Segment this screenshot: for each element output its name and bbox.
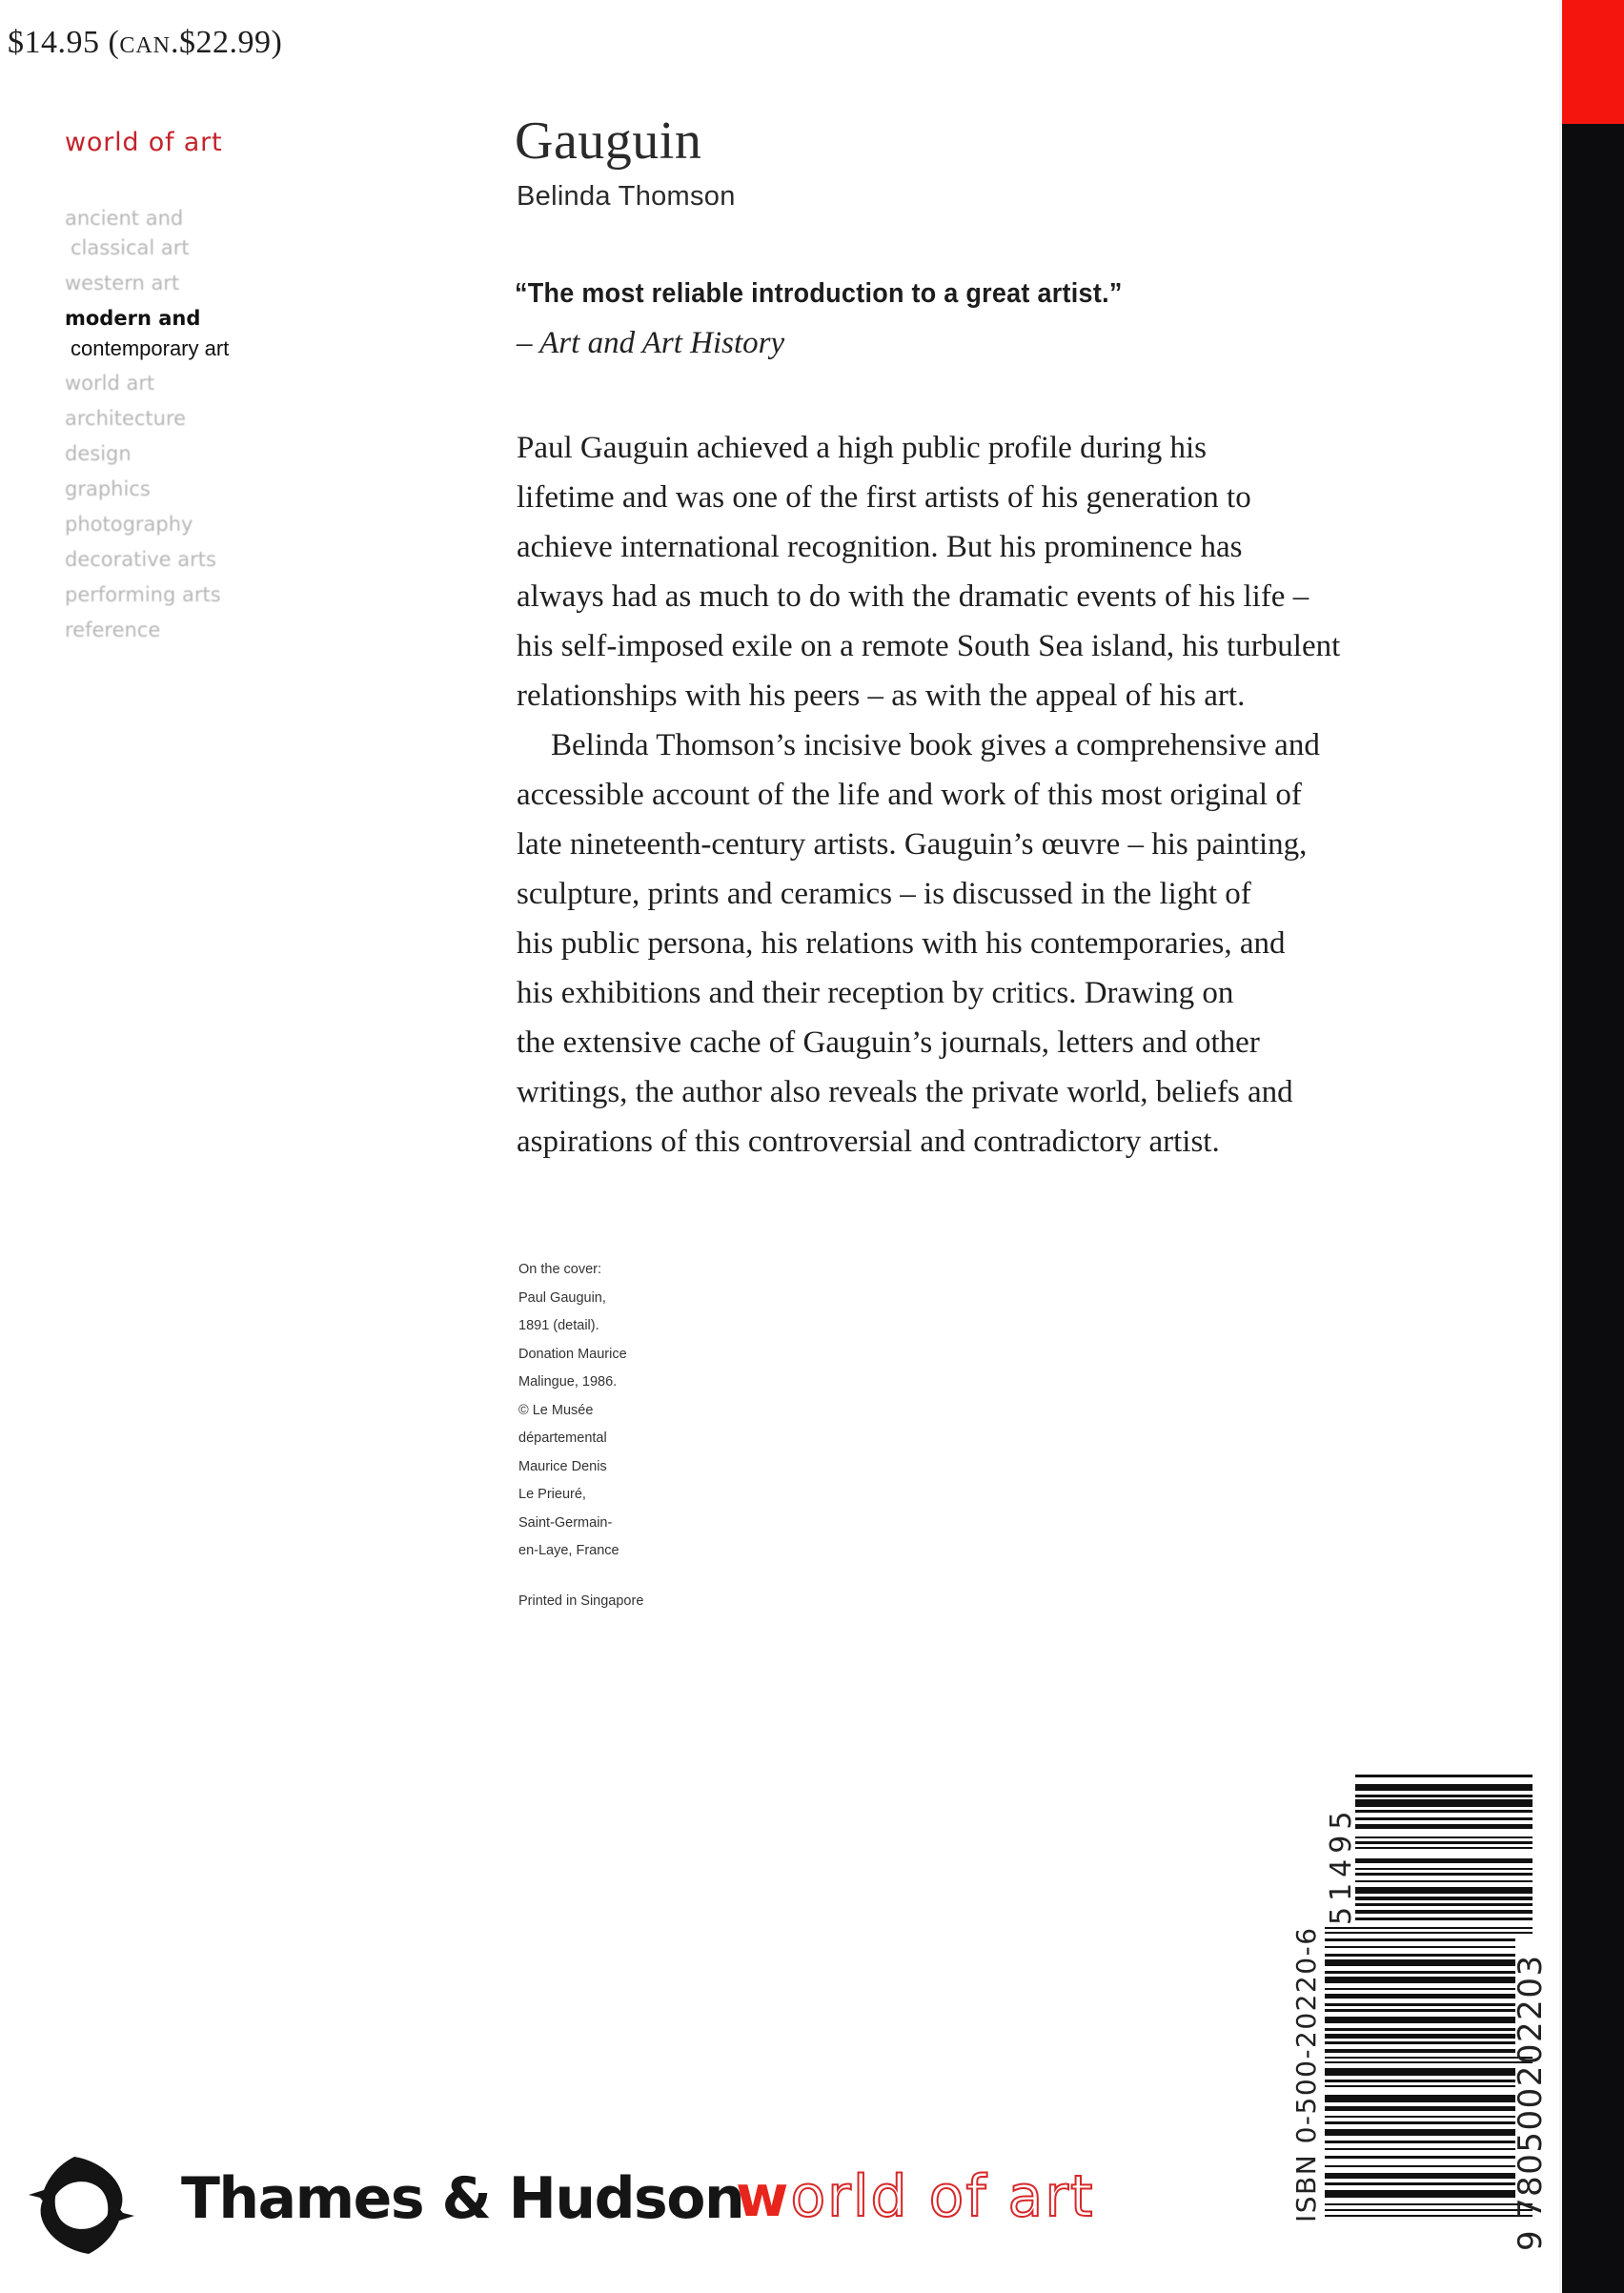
category-modern-contemporary-art: modern and contemporary art: [65, 307, 230, 360]
spine-red-band: [1562, 0, 1624, 124]
category-list: [65, 204, 332, 651]
category-photography: photography: [65, 513, 193, 536]
ean-digits: 780500202203: [1512, 1954, 1550, 2219]
book-description: [517, 423, 1508, 1167]
addon-barcode-bars: [1355, 1773, 1533, 1925]
price-us: $14.95: [8, 25, 100, 60]
ean-barcode-bars: [1325, 1927, 1534, 2224]
category-graphics: graphics: [65, 477, 151, 500]
price-can-prefix: CAN: [119, 33, 171, 58]
description-paragraph-1: Paul Gauguin achieved a high public profile during his lifetime and was one of the first artists of his generation to achieve international recognition. But his prominence has always had as much to do with the dramatic events of his life – his self-imposed exile on a remote South Sea island, his turbulent relationships with his peers – as with the appeal of his art.: [517, 431, 1341, 713]
ean-first-digit: 9: [1512, 2230, 1550, 2251]
printed-in-label: Printed in Singapore: [518, 1593, 644, 1609]
category-ancient-classical-art: ancient and classical art: [65, 207, 190, 259]
review-attribution: – Art and Art History: [517, 326, 785, 360]
isbn-label: ISBN 0-500-20220-6: [1290, 1926, 1322, 2222]
series-logo-w: w: [736, 2163, 791, 2230]
publisher-series-logo: [736, 2163, 1095, 2230]
price-can: $22.99: [179, 25, 272, 60]
book-title: Gauguin: [515, 112, 702, 171]
price-label: $14.95 (CAN.$22.99): [8, 25, 283, 60]
category-design: design: [65, 442, 132, 465]
publisher-name: Thames & Hudson: [181, 2165, 744, 2232]
category-performing-arts: performing arts: [65, 583, 221, 606]
series-label: world of art: [65, 128, 223, 157]
book-author: Belinda Thomson: [517, 181, 736, 212]
dolphins-icon: [27, 2152, 136, 2259]
addon-digits: 51495: [1325, 1805, 1358, 1925]
cover-credit: On the cover: Paul Gauguin, 1891 (detail). Donation Maurice Malingue, 1986. © Le Musée départemental Maurice Denis Le Prieuré, Saint-Germain- en-Laye, France: [518, 1262, 627, 1558]
spine-black-band: [1562, 124, 1624, 2293]
category-decorative-arts: decorative arts: [65, 548, 216, 571]
category-architecture: architecture: [65, 407, 187, 430]
category-world-art: world art: [65, 372, 155, 395]
category-reference: reference: [65, 619, 161, 641]
review-quote: “The most reliable introduction to a great artist.”: [515, 278, 1123, 309]
isbn-barcode: [1289, 1763, 1551, 2259]
series-logo-rest: orld of art: [790, 2163, 1095, 2230]
description-paragraph-2: Belinda Thomson’s incisive book gives a comprehensive and accessible account of the life and work of this most original of late nineteenth-century artists. Gauguin’s œuvre – his painting, sculpture, prints and ceramics – is discussed in the light of his public persona, his relations with his contemporaries, and his exhibitions and their reception by critics. Drawing on the extensive cache of Gauguin’s journals, letters and other writings, the author also reveals the private world, beliefs and aspirations of this controversial and contradictory artist.: [517, 728, 1320, 1159]
category-western-art: western art: [65, 272, 180, 294]
